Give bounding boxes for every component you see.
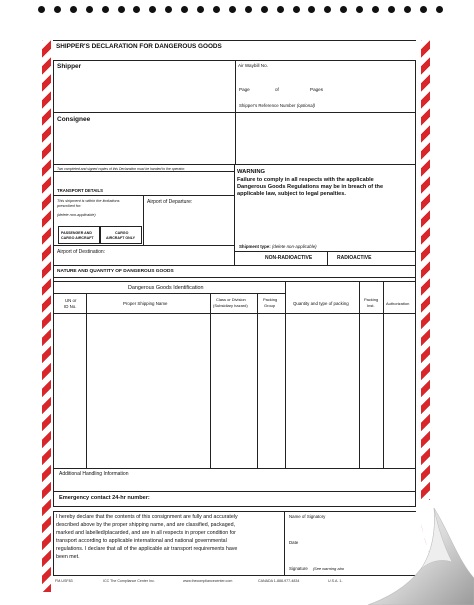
limitations-line-2: prescribed for: bbox=[57, 204, 82, 208]
feed-hole bbox=[340, 6, 347, 13]
limitations-line-1: This shipment is within the limitations bbox=[57, 199, 120, 203]
col-packing-group-line-2: Group bbox=[264, 303, 276, 308]
delete-note: (delete non-applicable) bbox=[57, 213, 96, 217]
feed-hole bbox=[229, 6, 236, 13]
col-authorization: Authorization bbox=[386, 301, 410, 306]
consignee-label: Consignee bbox=[57, 116, 91, 123]
additional-handling-label: Additional Handling Information bbox=[59, 471, 129, 477]
tractor-feed-holes bbox=[38, 6, 443, 16]
declaration-statement: I hereby declare that the contents of this consignment are fully and accurately described above by the proper shipping name, and are classified, packaged, marked and labelled/placarded, and are in all respects in proper condition for transport according to applicable international and national governmental regulations. I declare that all of the applicable air transport requirements have been met. bbox=[56, 514, 238, 560]
dangerous-goods-entry-area[interactable] bbox=[54, 314, 415, 467]
col-quantity-packing: Quantity and type of packing bbox=[293, 301, 349, 306]
cargo-aircraft-only-option[interactable]: CARGO AIRCRAFT ONLY bbox=[100, 226, 142, 244]
signature-label: Signature (See warning abo bbox=[289, 566, 345, 571]
shipper-label: Shipper bbox=[57, 63, 82, 70]
col-class-line-2: (Subsidiary hazard) bbox=[213, 303, 248, 308]
feed-hole bbox=[118, 6, 125, 13]
warning-line-3: applicable law, subject to legal penalties. bbox=[237, 191, 346, 197]
air-waybill-label: Air Waybill No. bbox=[238, 63, 268, 68]
transport-details-label: TRANSPORT DETAILS bbox=[57, 188, 103, 193]
col-un-line-2: ID No. bbox=[64, 304, 77, 309]
copies-note: Two completed and signed copies of this Declaration must be handed to the operator. bbox=[57, 167, 186, 171]
consignee-field[interactable] bbox=[54, 113, 235, 159]
feed-hole bbox=[54, 6, 61, 13]
airport-of-destination-field[interactable] bbox=[54, 246, 234, 264]
feed-hole bbox=[181, 6, 188, 13]
feed-hole bbox=[70, 6, 77, 13]
feed-hole bbox=[245, 6, 252, 13]
feed-hole bbox=[38, 6, 45, 13]
col-class-line-1: Class or Division bbox=[216, 297, 246, 302]
non-radioactive-option[interactable]: NON-RADIOACTIVE bbox=[265, 255, 313, 261]
col-un-line-1: UN or bbox=[65, 298, 77, 303]
feed-hole bbox=[404, 6, 411, 13]
dg-identification-heading: Dangerous Goods Identification bbox=[128, 285, 204, 291]
nature-quantity-label: NATURE AND QUANTITY OF DANGEROUS GOODS bbox=[57, 269, 174, 274]
warning-heading: WARNING bbox=[237, 169, 266, 175]
feed-hole bbox=[372, 6, 379, 13]
shipper-field[interactable] bbox=[54, 61, 235, 111]
consignee-right-field[interactable] bbox=[236, 113, 415, 164]
col-packing-inst-line-2: Inst. bbox=[367, 303, 375, 308]
page-curl-graphic bbox=[348, 500, 474, 605]
shipment-type-label: Shipment type: (delete non-applicable) bbox=[239, 244, 317, 249]
name-of-signatory-label: Name of Signatory bbox=[289, 514, 326, 519]
col-packing-group-line-1: Packing bbox=[263, 297, 278, 302]
feed-hole bbox=[102, 6, 109, 13]
feed-hole bbox=[261, 6, 268, 13]
footer-canada-phone: CANADA 1-888-977-4834 bbox=[258, 579, 300, 583]
airport-of-destination-label: Airport of Destination: bbox=[57, 249, 106, 255]
date-label: Date bbox=[289, 540, 299, 545]
radioactive-option[interactable]: RADIOACTIVE bbox=[337, 255, 372, 261]
feed-hole bbox=[324, 6, 331, 13]
feed-hole bbox=[388, 6, 395, 13]
pages-label: Pages bbox=[310, 87, 324, 92]
feed-hole bbox=[86, 6, 93, 13]
form-title: SHIPPER'S DECLARATION FOR DANGEROUS GOODS bbox=[56, 43, 222, 50]
feed-hole bbox=[277, 6, 284, 13]
airport-of-departure-label: Airport of Departure: bbox=[147, 199, 193, 205]
footer-website: www.thecompliancecenter.com bbox=[183, 579, 233, 583]
feed-hole bbox=[356, 6, 363, 13]
feed-hole bbox=[308, 6, 315, 13]
feed-hole bbox=[420, 6, 427, 13]
page-label: Page bbox=[239, 87, 250, 92]
col-proper-shipping-name: Proper Shipping Name bbox=[123, 301, 168, 306]
emergency-contact-label: Emergency contact 24-hr number: bbox=[59, 495, 150, 501]
feed-hole bbox=[436, 6, 443, 13]
feed-hole bbox=[293, 6, 300, 13]
col-packing-inst-line-1: Packing bbox=[364, 297, 379, 302]
feed-hole bbox=[165, 6, 172, 13]
hazard-stripe-left bbox=[42, 40, 51, 592]
airport-of-departure-field[interactable] bbox=[144, 196, 234, 245]
warning-line-1: Failure to comply in all respects with the applicable bbox=[237, 177, 374, 183]
feed-hole bbox=[197, 6, 204, 13]
passenger-cargo-aircraft-option[interactable]: PASSENGER AND CARGO AIRCRAFT bbox=[58, 226, 100, 244]
additional-handling-field[interactable] bbox=[54, 469, 415, 491]
footer-form-code: FM-USF83 bbox=[55, 579, 73, 583]
footer-company: ICC The Compliance Center Inc. bbox=[103, 579, 155, 583]
feed-hole bbox=[149, 6, 156, 13]
footer-usa-phone: U.S.A. 1- bbox=[328, 579, 343, 583]
warning-line-2: Dangerous Goods Regulations may be in breach of the bbox=[237, 184, 384, 190]
of-label: of bbox=[275, 87, 279, 92]
shipper-reference-label: Shipper's Reference Number (optional) bbox=[239, 103, 316, 108]
waybill-number-field[interactable] bbox=[236, 73, 415, 101]
feed-hole bbox=[213, 6, 220, 13]
feed-hole bbox=[133, 6, 140, 13]
